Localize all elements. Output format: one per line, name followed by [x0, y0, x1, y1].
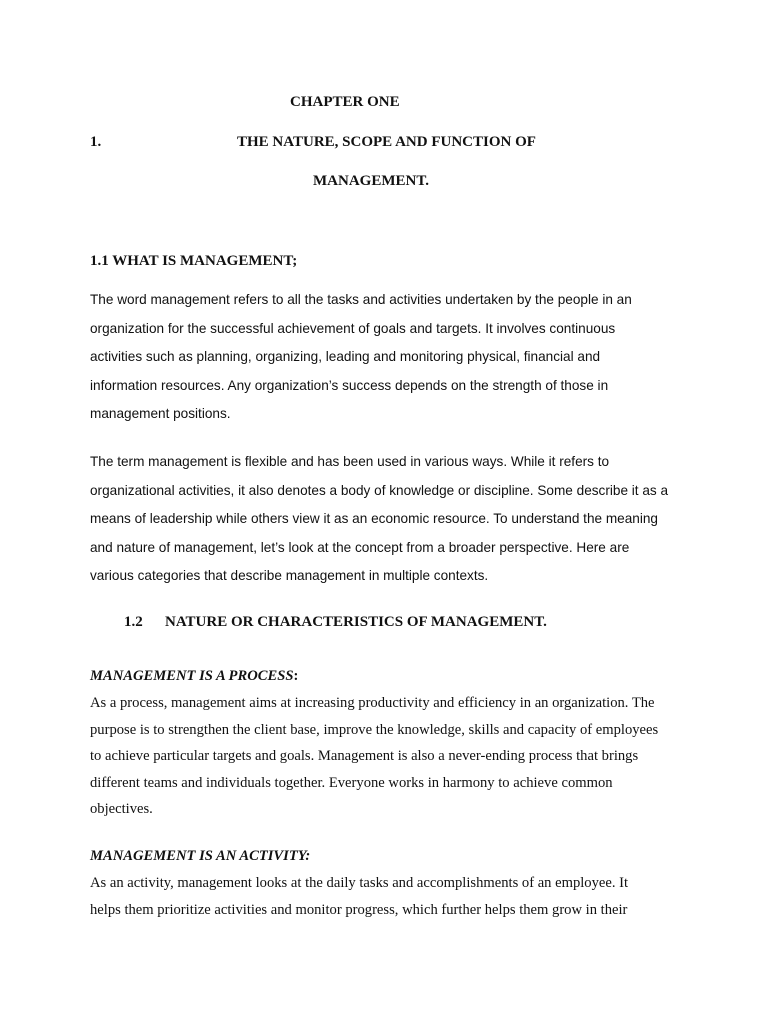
chapter-heading-line1: THE NATURE, SCOPE AND FUNCTION OF — [237, 134, 536, 150]
paragraph-line: As an activity, management looks at the daily tasks and accomplishments of an employee. It — [90, 875, 629, 891]
section-heading-1-1: 1.1 WHAT IS MANAGEMENT; — [90, 253, 298, 269]
paragraph-term-management — [90, 448, 680, 591]
paragraph-what-is-management — [90, 286, 680, 429]
section-number-1-2: 1.2 — [124, 614, 143, 630]
section-heading-1-2: NATURE OR CHARACTERISTICS OF MANAGEMENT. — [165, 614, 547, 630]
chapter-heading-line2: MANAGEMENT. — [313, 173, 429, 189]
paragraph-line: The word management refers to all the tasks and activities undertaken by the people in an — [90, 292, 632, 307]
chapter-title: CHAPTER ONE — [290, 94, 400, 110]
paragraph-line: activities such as planning, organizing, leading and monitoring physical, financial and — [90, 349, 601, 365]
paragraph-line: management positions. — [90, 406, 231, 422]
paragraph-line: different teams and individuals together. Everyone works in harmony to achieve common — [90, 774, 613, 791]
paragraph-line: means of leadership while others view it as an economic resource. To understand the meaning — [90, 511, 658, 527]
paragraph-line: and nature of management, let’s look at the concept from a broader perspective. Here are — [90, 539, 630, 555]
subheading-activity: MANAGEMENT IS AN ACTIVITY: — [90, 848, 311, 864]
paragraph-line: information resources. Any organization’s success depends on the strength of those in — [90, 377, 609, 393]
paragraph-line: objectives. — [90, 801, 153, 818]
chapter-number: 1. — [90, 134, 102, 150]
subheading-process-colon: : — [293, 668, 299, 684]
paragraph-line: to achieve particular targets and goals. Management is also a never-ending process that brings — [90, 748, 639, 765]
paragraph-process — [90, 690, 680, 823]
subheading-process-text: MANAGEMENT IS A PROCESS — [90, 668, 294, 684]
subheading-process — [90, 668, 298, 685]
paragraph-line: As a process, management aims at increasing productivity and efficiency in an organization. The — [90, 695, 655, 711]
paragraph-line: helps them prioritize activities and monitor progress, which further helps them grow in their — [90, 901, 628, 918]
paragraph-line: organization for the successful achievement of goals and targets. It involves continuous — [90, 320, 616, 336]
paragraph-line: various categories that describe management in multiple contexts. — [90, 568, 489, 584]
paragraph-activity — [90, 870, 680, 923]
paragraph-line: organizational activities, it also denotes a body of knowledge or discipline. Some describe it as a — [90, 482, 669, 498]
paragraph-line: purpose is to strengthen the client base, improve the knowledge, skills and capacity of employees — [90, 721, 659, 738]
paragraph-line: The term management is flexible and has been used in various ways. While it refers to — [90, 454, 610, 469]
